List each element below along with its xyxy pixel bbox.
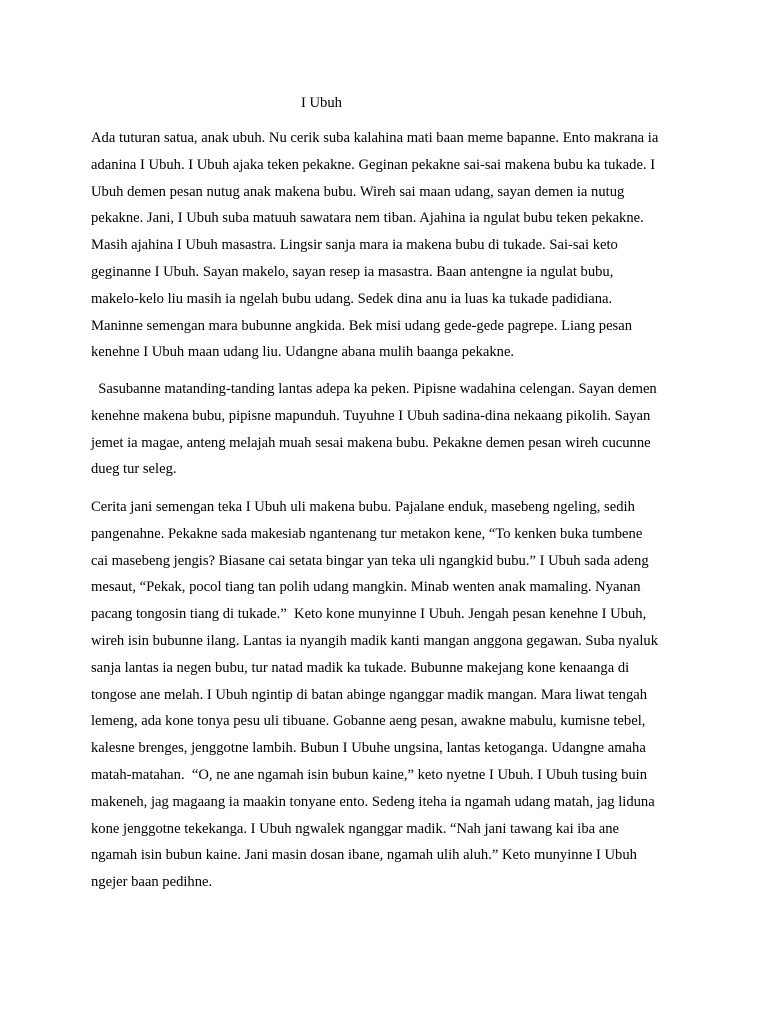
document-title: I Ubuh bbox=[301, 95, 342, 111]
text-line: ngamah isin bubun kaine. Jani masin dosan ibane, ngamah ulih aluh.” Keto munyinne I Ubuh bbox=[91, 847, 637, 864]
text-line: lemeng, ada kone tonya pesu uli tibuane. Gobanne aeng pesan, awakne mabulu, kumisne tebel, bbox=[91, 713, 646, 730]
text-line: pekakne. Jani, I Ubuh suba matuuh sawatara nem tiban. Ajahina ia ngulat bubu teken pekakne. bbox=[91, 210, 644, 227]
text-line: dueg tur seleg. bbox=[91, 461, 177, 478]
text-line: jemet ia magae, anteng melajah muah sesai makena bubu. Pekakne demen pesan wireh cucunne bbox=[91, 434, 651, 451]
paragraph-2 bbox=[91, 376, 691, 483]
text-line: Sasubanne matanding-tanding lantas adepa ka peken. Pipisne wadahina celengan. Sayan demen bbox=[91, 381, 657, 397]
text-line: Maninne semengan mara bubunne angkida. Bek misi udang gede-gede pagrepe. Liang pesan bbox=[91, 317, 633, 334]
text-line: Masih ajahina I Ubuh masastra. Lingsir sanja mara ia makena bubu di tukade. Sai-sai keto bbox=[91, 237, 618, 254]
text-line: kone jenggotne tekekanga. I Ubuh ngwalek nganggar madik. “Nah jani tawang kai iba ane bbox=[91, 820, 620, 837]
text-line: matah-matahan. “O, ne ane ngamah isin bubun kaine,” keto nyetne I Ubuh. I Ubuh tusing buin bbox=[91, 766, 648, 783]
paragraph-3 bbox=[91, 494, 691, 896]
text-line: Ubuh demen pesan nutug anak makena bubu. Wireh sai maan udang, sayan demen ia nutug bbox=[91, 183, 625, 200]
text-line: tongose ane melah. I Ubuh ngintip di batan abinge nganggar madik mangan. Mara liwat tengah bbox=[91, 686, 648, 703]
text-line: adanina I Ubuh. I Ubuh ajaka teken pekakne. Geginan pekakne sai-sai makena bubu ka tukade. I bbox=[91, 156, 656, 173]
paragraph-1 bbox=[91, 125, 691, 366]
text-line: mesaut, “Pekak, pocol tiang tan polih udang mangkin. Minab wenten anak mamaling. Nyanan bbox=[91, 579, 641, 596]
text-line: geginanne I Ubuh. Sayan makelo, sayan resep ia masastra. Baan antengne ia ngulat bubu, bbox=[91, 263, 614, 280]
text-line: wireh isin bubunne ilang. Lantas ia nyangih madik kanti mangan anggona gegawan. Suba nyaluk bbox=[91, 632, 658, 649]
text-line: makeneh, jag magaang ia maakin tonyane ento. Sedeng iteha ia ngamah udang matah, jag liduna bbox=[91, 793, 655, 810]
text-line: kalesne brenges, jenggotne lambih. Bubun I Ubuhe ungsina, lantas ketoganga. Udangne amaha bbox=[91, 740, 646, 757]
text-line: cai masebeng jengis? Biasane cai setata bingar yan teka uli ngangkid bubu.” I Ubuh sada adeng bbox=[91, 552, 649, 569]
text-line: ngejer baan pedihne. bbox=[91, 874, 213, 891]
text-line: Cerita jani semengan teka I Ubuh uli makena bubu. Pajalane enduk, masebeng ngeling, sedih bbox=[91, 499, 635, 515]
text-line: kenehne makena bubu, pipisne mapunduh. Tuyuhne I Ubuh sadina-dina nekaang pikolih. Sayan bbox=[91, 407, 651, 424]
text-line: Ada tuturan satua, anak ubuh. Nu cerik suba kalahina mati baan meme bapanne. Ento makrana ia bbox=[91, 130, 659, 146]
text-line: makelo-kelo liu masih ia ngelah bubu udang. Sedek dina anu ia luas ka tukade padidiana. bbox=[91, 290, 613, 307]
text-line: pangenahne. Pekakne sada makesiab ngantenang tur metakon kene, “To kenken buka tumbene bbox=[91, 525, 643, 542]
text-line: kenehne I Ubuh maan udang liu. Udangne abana mulih baanga pekakne. bbox=[91, 344, 515, 361]
text-line: pacang tongosin tiang di tukade.” Keto kone munyinne I Ubuh. Jengah pesan kenehne I Ubuh, bbox=[91, 606, 647, 623]
text-line: sanja lantas ia negen bubu, tur natad madik ka tukade. Bubunne makejang kone kenaanga di bbox=[91, 659, 630, 676]
